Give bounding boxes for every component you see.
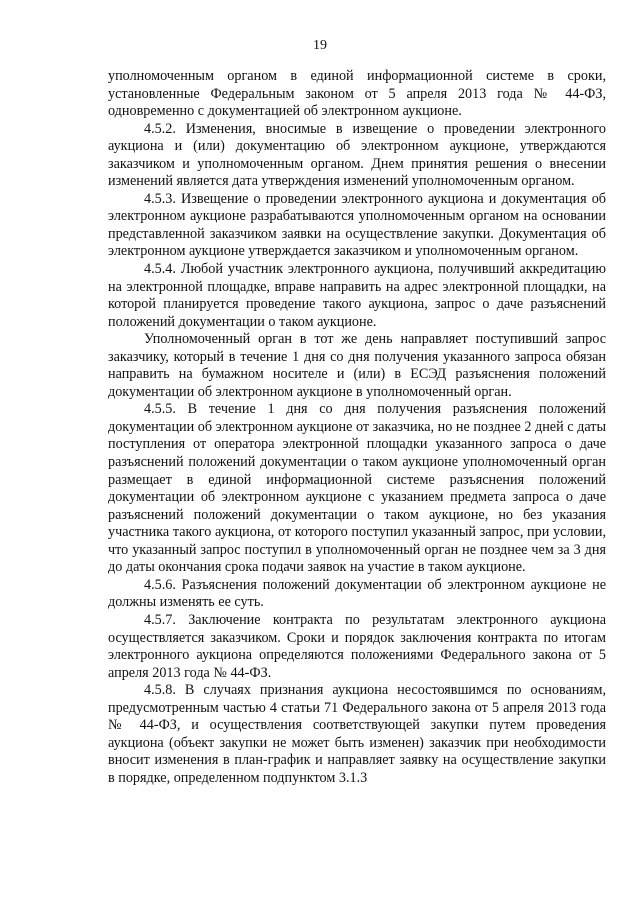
paragraph-4-5-8: 4.5.8. В случаях признания аукциона несостоявшимся по основаниям, предусмотренным частью 4 статьи 71 Федерального закона от 5 апреля 2013 года № 44-ФЗ, и осуществления соответствующей закупки путем проведения аукциона (объект закупки не может быть изменен) заказчик при необходимости вносит изменения в план-график и направляет заявку на осуществление закупки в порядке, определенном подпунктом 3.1.3 [108, 682, 606, 786]
document-body [108, 68, 606, 787]
paragraph-4-5-3: 4.5.3. Извещение о проведении электронного аукциона и документация об электронном аукционе разрабатываются уполномоченным органом на основании представленной заказчиком заявки на осуществление закупки. Документация об электронном аукционе утверждается заказчиком и уполномоченным органом. [108, 190, 606, 260]
paragraph-4-5-4-part-2: Уполномоченный орган в тот же день направляет поступивший запрос заказчику, который в течение 1 дня со дня получения указанного запроса обязан направить на бумажном носителе и (или) в ЕСЭД разъяснения положений документации об электронном аукционе в уполномоченный орган. [108, 331, 606, 400]
paragraph-4-5-6: 4.5.6. Разъяснения положений документации об электронном аукционе не должны изменять ее суть. [108, 576, 606, 611]
paragraph-4-5-2: 4.5.2. Изменения, вносимые в извещение о проведении электронного аукциона и (или) документацию об электронном аукционе, утверждаются заказчиком и уполномоченным органом. Днем принятия решения о внесении изменений является дата утверждения изменений уполномоченным органом. [108, 120, 606, 190]
page-number: 19 [313, 38, 327, 53]
paragraph-4-5-7: 4.5.7. Заключение контракта по результатам электронного аукциона осуществляется заказчиком. Сроки и порядок заключения контракта по итогам электронного аукциона определяются положениями Федерального закона от 5 апреля 2013 года № 44-ФЗ. [108, 611, 606, 681]
paragraph-4-5-4: 4.5.4. Любой участник электронного аукциона, получивший аккредитацию на электронной площадке, вправе направить на адрес электронной площадки, на которой планируется проведение такого аукциона, запрос о даче разъяснений положений документации о таком аукционе. [108, 261, 606, 330]
paragraph-continuation: уполномоченным органом в единой информационной системе в сроки, установленные Федеральным законом от 5 апреля 2013 года № 44-ФЗ, одновременно с документацией об электронном аукционе. [108, 68, 606, 120]
paragraph-4-5-5: 4.5.5. В течение 1 дня со дня получения разъяснения положений документации об электронном аукционе от заказчика, но не позднее 2 дней с даты поступления от оператора электронной площадки указанного запроса о даче разъяснений положений документации о таком аукционе уполномоченный орган размещает в единой информационной системе разъяснения положений документации об электронном аукционе с указанием предмета запроса о даче разъяснений положений документации о таком аукционе, но без указания участника такого аукциона, от которого поступил указанный запрос, при условии, что указанный запрос поступил в уполномоченный орган не позднее чем за 3 дня до даты окончания срока подачи заявок на участие в таком аукционе. [108, 401, 606, 576]
